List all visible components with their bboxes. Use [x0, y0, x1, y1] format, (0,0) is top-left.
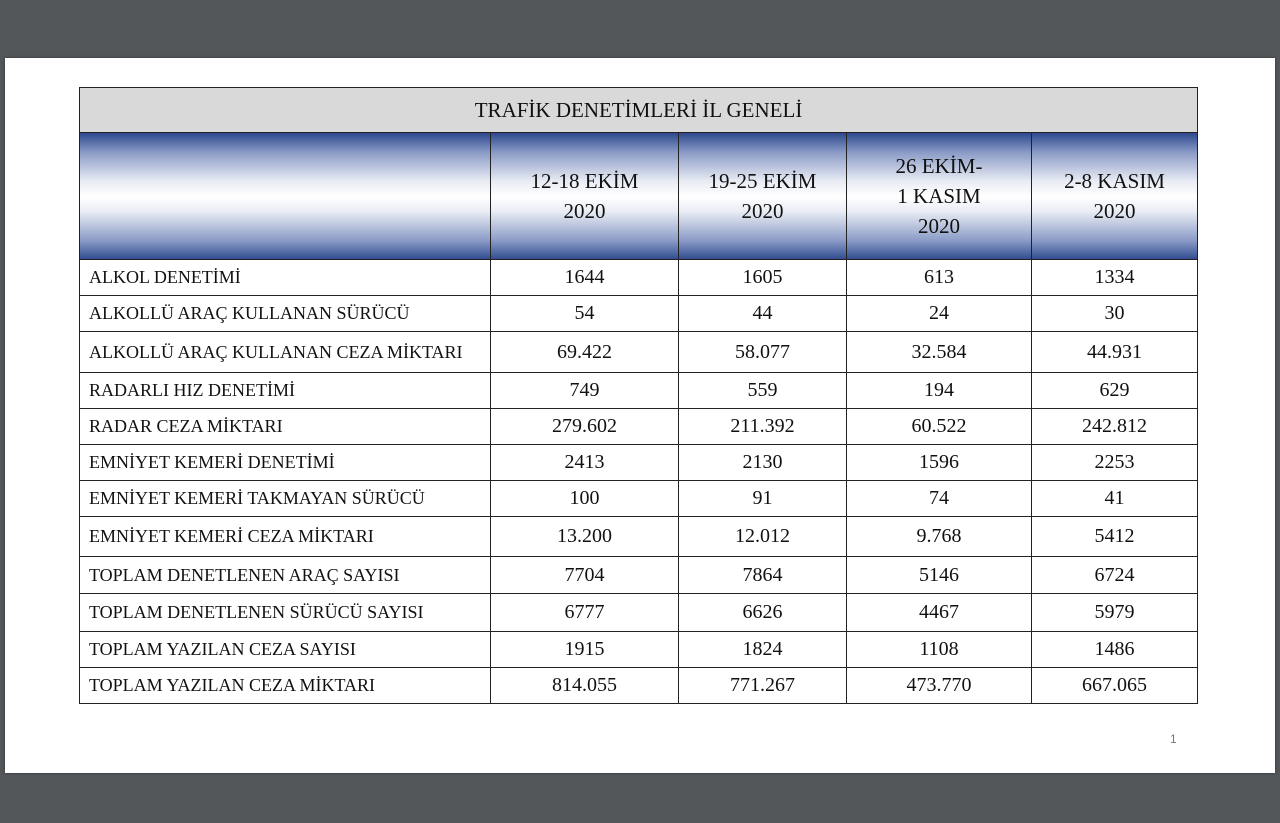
traffic-inspection-table — [79, 87, 1198, 704]
row-value: 629 — [1032, 373, 1198, 409]
row-value: 1824 — [679, 632, 847, 668]
column-header-week-3 — [847, 133, 1032, 260]
row-value: 54 — [491, 296, 679, 332]
row-label: RADAR CEZA MİKTARI — [80, 409, 491, 445]
table-row — [80, 594, 1198, 632]
row-value: 91 — [679, 481, 847, 517]
row-value: 211.392 — [679, 409, 847, 445]
row-value: 7704 — [491, 557, 679, 594]
row-value: 44 — [679, 296, 847, 332]
row-value: 6626 — [679, 594, 847, 632]
row-value: 60.522 — [847, 409, 1032, 445]
table-row — [80, 445, 1198, 481]
page-number: 1 — [1170, 732, 1177, 746]
row-value: 559 — [679, 373, 847, 409]
row-label: TOPLAM YAZILAN CEZA MİKTARI — [80, 668, 491, 704]
row-value: 667.065 — [1032, 668, 1198, 704]
column-header-line: 2020 — [1093, 199, 1136, 223]
table-row — [80, 632, 1198, 668]
row-value: 30 — [1032, 296, 1198, 332]
row-label: RADARLI HIZ DENETİMİ — [80, 373, 491, 409]
column-header-line: 2020 — [741, 199, 784, 223]
table-row — [80, 481, 1198, 517]
row-label: ALKOLLÜ ARAÇ KULLANAN CEZA MİKTARI — [80, 332, 491, 373]
table-row — [80, 260, 1198, 296]
column-header-line: 2020 — [918, 214, 960, 238]
row-value: 12.012 — [679, 517, 847, 557]
table-row — [80, 517, 1198, 557]
column-header-line: 26 EKİM- — [895, 154, 983, 178]
row-value: 2413 — [491, 445, 679, 481]
column-header-week-1 — [491, 133, 679, 260]
row-value: 1334 — [1032, 260, 1198, 296]
row-value: 6777 — [491, 594, 679, 632]
table-title-row — [80, 88, 1198, 133]
row-value: 749 — [491, 373, 679, 409]
table-body — [80, 260, 1198, 704]
row-value: 44.931 — [1032, 332, 1198, 373]
document-page — [5, 58, 1275, 773]
row-value: 2130 — [679, 445, 847, 481]
row-value: 1605 — [679, 260, 847, 296]
row-label: EMNİYET KEMERİ TAKMAYAN SÜRÜCÜ — [80, 481, 491, 517]
row-label: EMNİYET KEMERİ CEZA MİKTARI — [80, 517, 491, 557]
row-value: 771.267 — [679, 668, 847, 704]
row-value: 194 — [847, 373, 1032, 409]
row-value: 69.422 — [491, 332, 679, 373]
row-value: 5412 — [1032, 517, 1198, 557]
row-value: 242.812 — [1032, 409, 1198, 445]
row-value: 1108 — [847, 632, 1032, 668]
row-value: 613 — [847, 260, 1032, 296]
row-value: 58.077 — [679, 332, 847, 373]
row-value: 4467 — [847, 594, 1032, 632]
row-value: 473.770 — [847, 668, 1032, 704]
row-label: EMNİYET KEMERİ DENETİMİ — [80, 445, 491, 481]
table-row — [80, 668, 1198, 704]
column-header-line: 2-8 KASIM — [1064, 169, 1165, 193]
row-value: 24 — [847, 296, 1032, 332]
row-value: 2253 — [1032, 445, 1198, 481]
column-header-line: 1 KASIM — [897, 184, 981, 208]
column-header-row — [80, 133, 1198, 260]
row-value: 1915 — [491, 632, 679, 668]
table-row — [80, 409, 1198, 445]
row-label: TOPLAM YAZILAN CEZA SAYISI — [80, 632, 491, 668]
row-value: 6724 — [1032, 557, 1198, 594]
corner-header-cell — [80, 133, 491, 260]
table-row — [80, 332, 1198, 373]
row-value: 7864 — [679, 557, 847, 594]
column-header-week-2 — [679, 133, 847, 260]
table-row — [80, 557, 1198, 594]
row-value: 13.200 — [491, 517, 679, 557]
row-value: 1596 — [847, 445, 1032, 481]
row-label: ALKOL DENETİMİ — [80, 260, 491, 296]
row-value: 9.768 — [847, 517, 1032, 557]
table-row — [80, 296, 1198, 332]
row-value: 1486 — [1032, 632, 1198, 668]
row-label: ALKOLLÜ ARAÇ KULLANAN SÜRÜCÜ — [80, 296, 491, 332]
column-header-line: 19-25 EKİM — [708, 169, 817, 193]
row-value: 5979 — [1032, 594, 1198, 632]
row-label: TOPLAM DENETLENEN SÜRÜCÜ SAYISI — [80, 594, 491, 632]
table-title: TRAFİK DENETİMLERİ İL GENELİ — [80, 88, 1198, 133]
column-header-line: 2020 — [563, 199, 606, 223]
column-header-line: 12-18 EKİM — [530, 169, 639, 193]
column-header-week-4 — [1032, 133, 1198, 260]
row-value: 5146 — [847, 557, 1032, 594]
row-value: 814.055 — [491, 668, 679, 704]
row-label: TOPLAM DENETLENEN ARAÇ SAYISI — [80, 557, 491, 594]
table-row — [80, 373, 1198, 409]
row-value: 279.602 — [491, 409, 679, 445]
row-value: 74 — [847, 481, 1032, 517]
row-value: 41 — [1032, 481, 1198, 517]
row-value: 1644 — [491, 260, 679, 296]
row-value: 32.584 — [847, 332, 1032, 373]
row-value: 100 — [491, 481, 679, 517]
